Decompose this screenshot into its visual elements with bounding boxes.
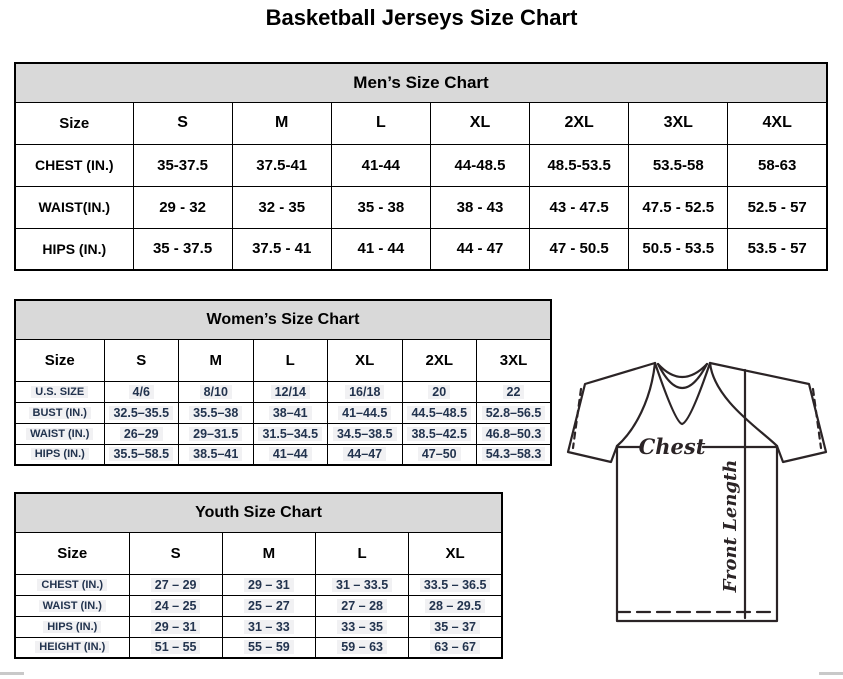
row-label: U.S. SIZE	[15, 381, 104, 402]
column-header-4xl: 4XL	[728, 102, 827, 144]
size-cell: 29 – 31	[129, 616, 222, 637]
row-label: WAIST (IN.)	[15, 595, 129, 616]
table-row	[15, 402, 551, 423]
column-header-m: M	[222, 532, 315, 574]
size-cell: 35.5–38	[179, 402, 254, 423]
column-header-2xl: 2XL	[402, 339, 477, 381]
size-cell: 44 - 47	[430, 228, 529, 270]
size-cell: 44–47	[328, 444, 403, 465]
youth-table	[14, 492, 503, 659]
size-cell: 31 – 33	[222, 616, 315, 637]
size-cell: 35-37.5	[133, 144, 232, 186]
size-cell: 38.5–42.5	[402, 423, 477, 444]
size-cell: 24 – 25	[129, 595, 222, 616]
size-cell: 47.5 - 52.5	[629, 186, 728, 228]
row-label: HEIGHT (IN.)	[15, 637, 129, 658]
size-cell: 38.5–41	[179, 444, 254, 465]
size-cell: 31 – 33.5	[316, 574, 409, 595]
row-label: HIPS (IN.)	[15, 616, 129, 637]
column-header-l: L	[331, 102, 430, 144]
row-label: WAIST (IN.)	[15, 423, 104, 444]
table-row	[15, 186, 827, 228]
size-cell: 29–31.5	[179, 423, 254, 444]
front-length-label: Front Length	[720, 459, 741, 593]
size-cell: 58-63	[728, 144, 827, 186]
size-cell: 59 – 63	[316, 637, 409, 658]
size-cell: 44-48.5	[430, 144, 529, 186]
page-title: Basketball Jerseys Size Chart	[265, 5, 578, 30]
womens-size-chart-table	[14, 299, 552, 466]
table-row	[15, 228, 827, 270]
table-row	[15, 144, 827, 186]
row-label: BUST (IN.)	[15, 402, 104, 423]
womens-table-caption: Women’s Size Chart	[15, 300, 551, 339]
size-cell: 33 – 35	[316, 616, 409, 637]
youth-table-caption: Youth Size Chart	[15, 493, 502, 532]
womens-table	[14, 299, 552, 466]
row-label: WAIST(IN.)	[15, 186, 133, 228]
table-row	[15, 381, 551, 402]
size-cell: 46.8–50.3	[477, 423, 552, 444]
table-row	[15, 595, 502, 616]
size-cell: 41–44.5	[328, 402, 403, 423]
horizontal-scrollbar-fragment-left[interactable]	[0, 672, 24, 675]
row-label: CHEST (IN.)	[15, 574, 129, 595]
size-cell: 50.5 - 53.5	[629, 228, 728, 270]
size-cell: 38–41	[253, 402, 328, 423]
size-cell: 37.5 - 41	[232, 228, 331, 270]
size-cell: 34.5–38.5	[328, 423, 403, 444]
size-cell: 43 - 47.5	[530, 186, 629, 228]
youth-size-chart-table	[14, 492, 503, 659]
size-cell: 41-44	[331, 144, 430, 186]
chest-label: Chest	[638, 434, 706, 459]
size-cell: 53.5-58	[629, 144, 728, 186]
column-header-2xl: 2XL	[530, 102, 629, 144]
size-cell: 20	[402, 381, 477, 402]
size-cell: 27 – 28	[316, 595, 409, 616]
size-cell: 47 - 50.5	[530, 228, 629, 270]
column-header-3xl: 3XL	[477, 339, 552, 381]
size-cell: 37.5-41	[232, 144, 331, 186]
size-cell: 44.5–48.5	[402, 402, 477, 423]
size-cell: 52.5 - 57	[728, 186, 827, 228]
size-cell: 29 - 32	[133, 186, 232, 228]
size-label-header: Size	[15, 339, 104, 381]
size-cell: 35 - 38	[331, 186, 430, 228]
size-cell: 47–50	[402, 444, 477, 465]
row-label: HIPS (IN.)	[15, 444, 104, 465]
column-header-m: M	[179, 339, 254, 381]
size-cell: 25 – 27	[222, 595, 315, 616]
size-cell: 35 - 37.5	[133, 228, 232, 270]
column-header-xl: XL	[430, 102, 529, 144]
column-header-s: S	[133, 102, 232, 144]
size-cell: 63 – 67	[409, 637, 502, 658]
table-row	[15, 423, 551, 444]
size-cell: 16/18	[328, 381, 403, 402]
size-cell: 4/6	[104, 381, 179, 402]
mens-size-chart-table	[14, 62, 828, 271]
column-header-s: S	[129, 532, 222, 574]
size-cell: 53.5 - 57	[728, 228, 827, 270]
size-cell: 32 - 35	[232, 186, 331, 228]
size-cell: 48.5-53.5	[530, 144, 629, 186]
size-label-header: Size	[15, 532, 129, 574]
column-header-s: S	[104, 339, 179, 381]
size-cell: 31.5–34.5	[253, 423, 328, 444]
size-cell: 32.5–35.5	[104, 402, 179, 423]
size-cell: 52.8–56.5	[477, 402, 552, 423]
size-cell: 27 – 29	[129, 574, 222, 595]
size-cell: 41–44	[253, 444, 328, 465]
column-header-m: M	[232, 102, 331, 144]
column-header-xl: XL	[409, 532, 502, 574]
size-cell: 35 – 37	[409, 616, 502, 637]
size-cell: 33.5 – 36.5	[409, 574, 502, 595]
column-header-l: L	[253, 339, 328, 381]
table-row	[15, 637, 502, 658]
row-label: HIPS (IN.)	[15, 228, 133, 270]
size-cell: 22	[477, 381, 552, 402]
column-header-l: L	[316, 532, 409, 574]
size-cell: 12/14	[253, 381, 328, 402]
size-label-header: Size	[15, 102, 133, 144]
size-cell: 26–29	[104, 423, 179, 444]
row-label: CHEST (IN.)	[15, 144, 133, 186]
size-cell: 28 – 29.5	[409, 595, 502, 616]
horizontal-scrollbar-fragment-right[interactable]	[819, 672, 843, 675]
mens-table-caption: Men’s Size Chart	[15, 63, 827, 102]
column-header-xl: XL	[328, 339, 403, 381]
size-cell: 55 – 59	[222, 637, 315, 658]
table-row	[15, 574, 502, 595]
column-header-3xl: 3XL	[629, 102, 728, 144]
size-cell: 51 – 55	[129, 637, 222, 658]
size-cell: 35.5–58.5	[104, 444, 179, 465]
size-cell: 54.3–58.3	[477, 444, 552, 465]
size-cell: 41 - 44	[331, 228, 430, 270]
table-row	[15, 444, 551, 465]
size-cell: 38 - 43	[430, 186, 529, 228]
jersey-outline	[568, 363, 826, 621]
jersey-measurement-diagram	[565, 360, 840, 628]
table-row	[15, 616, 502, 637]
mens-table	[14, 62, 828, 271]
size-cell: 8/10	[179, 381, 254, 402]
size-cell: 29 – 31	[222, 574, 315, 595]
